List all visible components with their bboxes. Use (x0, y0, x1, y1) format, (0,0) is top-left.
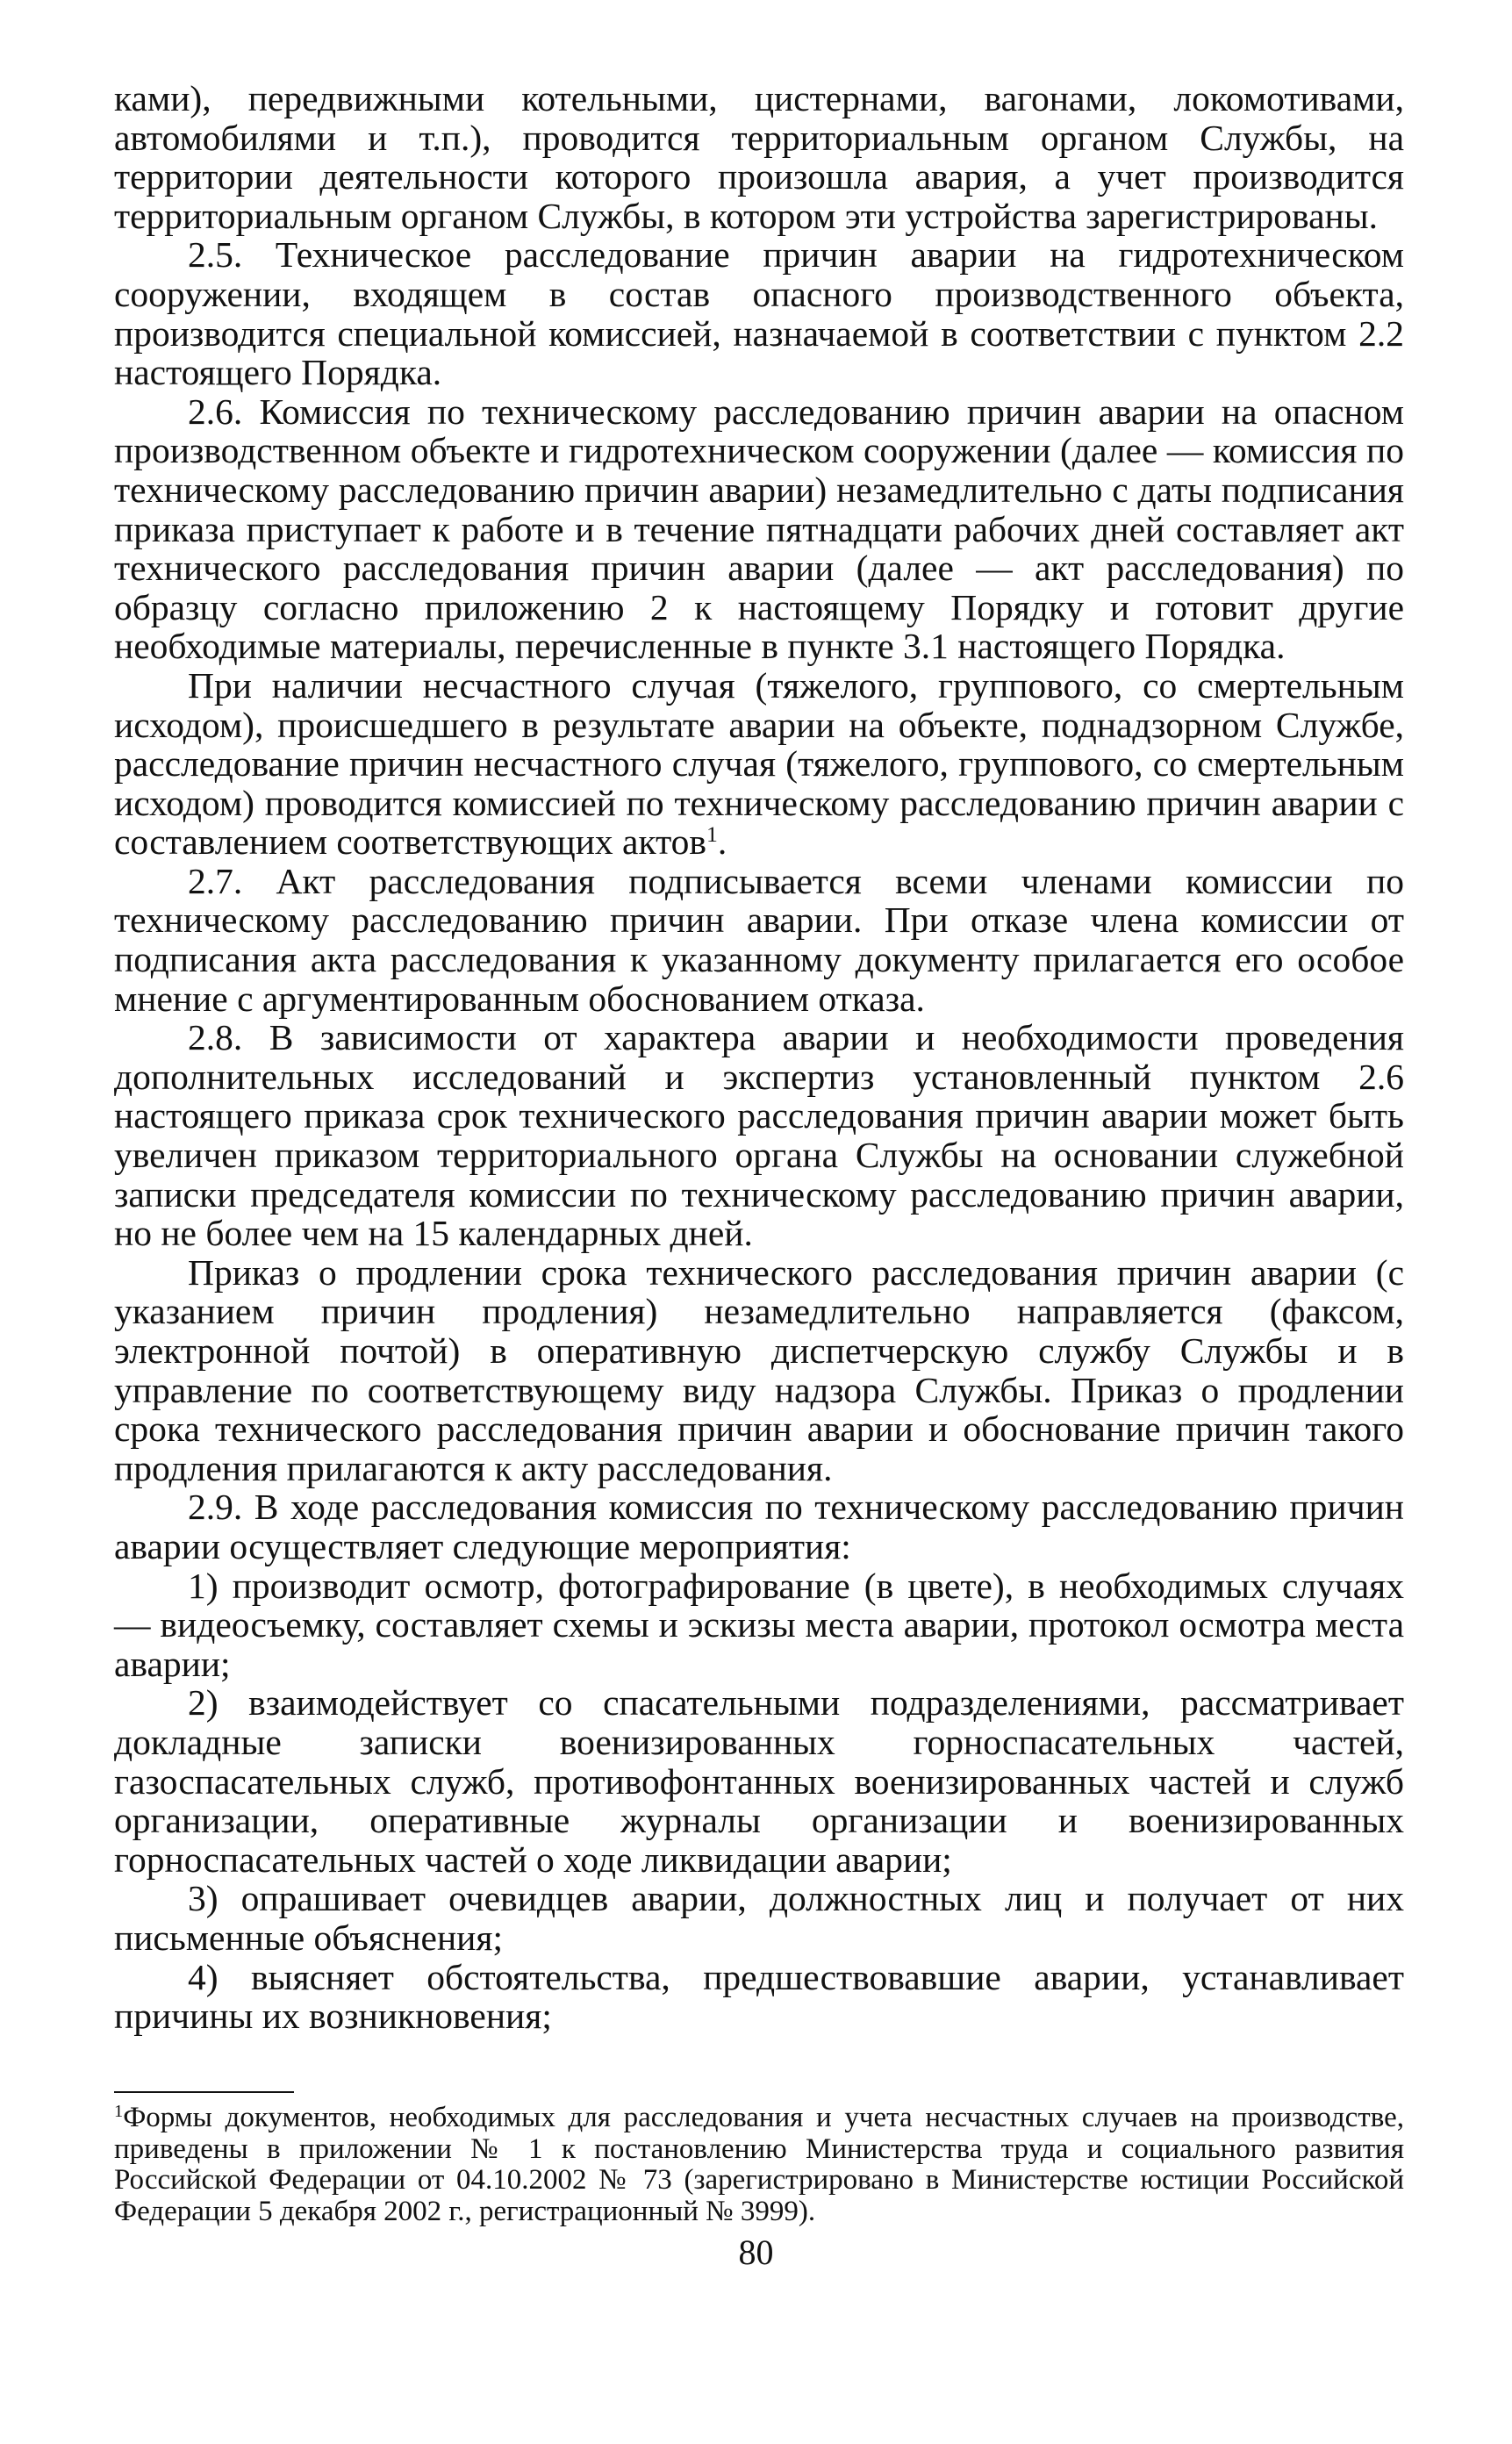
paragraph-accident-casualties (114, 666, 1404, 862)
paragraph-text: При наличии несчастного случая (тяжелого, группового, со смертельным исходом), происшедшего в результате аварии на объекте, поднадзорном Службе, расследование причин несчастного случая (тяжелого, группового, со смертельным исходом) проводится комиссией по техническому расследованию причин аварии с составлением соответствующих актов (114, 664, 1404, 863)
paragraph-2-7: 2.7. Акт расследования подписывается всеми членами комиссии по техническому расследованию причин аварии. При отказе члена комиссии от подписания акта расследования к указанному документу прилагается его особое мнение с аргументированным обоснованием отказа. (114, 860, 1404, 1019)
page-number: 80 (738, 2233, 774, 2272)
list-item-2: 2) взаимодействует со спасательными подразделениями, рассматривает докладные записки военизированных горноспасательных частей, газоспасательных служб, противофонтанных военизированных частей и служб организации, оперативные журналы организации и военизированных горноспасательных частей о ходе ликвидации аварии; (114, 1682, 1404, 1880)
paragraph-2-5: 2.5. Техническое расследование причин аварии на гидротехническом сооружении, входящем в состав опасного производственного объекта, производится специальной комиссией, назначаемой в соответствии с пунктом 2.2 настоящего Порядка. (114, 234, 1404, 393)
paragraph-2-6: 2.6. Комиссия по техническому расследованию причин аварии на опасном производственном объекте и гидротехническом сооружении (далее — комиссия по техническому расследованию причин аварии) незамедлительно с даты подписания приказа приступает к работе и в течение пятнадцати рабочих дней составляет акт технического расследования причин аварии (далее — акт расследования) по образцу согласно приложению 2 к настоящему Порядку и готовит другие необходимые материалы, перечисленные в пункте 3.1 настоящего Порядка. (114, 391, 1404, 667)
paragraph-2-9: 2.9. В ходе расследования комиссия по техническому расследованию причин аварии осуществляет следующие мероприятия: (114, 1487, 1404, 1566)
footnote-marker: 1 (114, 2101, 124, 2121)
paragraph-extension-order: Приказ о продлении срока технического расследования причин аварии (с указанием причин продления) незамедлительно направляется (факсом, электронной почтой) в оперативную диспетчерскую службу Службы и в управление по соответствующему виду надзора Службы. Приказ о продлении срока технического расследования причин аварии и обоснование причин такого продления прилагаются к акту расследования. (114, 1251, 1404, 1488)
list-item-4: 4) выясняет обстоятельства, предшествовавшие аварии, устанавливает причины их возникновения; (114, 1956, 1404, 2037)
list-item-3: 3) опрашивает очевидцев аварии, должностных лиц и получает от них письменные объяснения; (114, 1878, 1404, 1958)
footnote-divider (114, 2091, 294, 2093)
body-text (114, 79, 1404, 2036)
footnote (114, 2103, 1404, 2227)
footnote-body: Формы документов, необходимых для расследования и учета несчастных случаев на производстве, приведены в приложении № 1 к постановлению Министерства труда и социального развития Российской Федерации от 04.10.2002 № 73 (зарегистрировано в Министерстве юстиции Российской Федерации 5 декабря 2002 г., регистрационный № 3999). (114, 2102, 1404, 2227)
paragraph-tail: . (717, 821, 727, 863)
list-item-1: 1) производит осмотр, фотографирование (в цвете), в необходимых случаях — видеосъемку, составляет схемы и эскизы места аварии, протокол осмотра места аварии; (114, 1565, 1404, 1684)
footnote-text (114, 2103, 1404, 2227)
footnote-reference: 1 (706, 821, 718, 848)
paragraph-continuation: ками), передвижными котельными, цистернами, вагонами, локомотивами, автомобилями и т.п.), проводится территориальным органом Службы, на территории деятельности которого произошла авария, а учет производится территориальным органом Службы, в котором эти устройства зарегистрированы. (114, 78, 1404, 236)
paragraph-2-8: 2.8. В зависимости от характера аварии и необходимости проведения дополнительных исследований и экспертиз установленный пунктом 2.6 настоящего приказа срок технического расследования причин аварии может быть увеличен приказом территориального органа Службы на основании служебной записки председателя комиссии по техническому расследованию причин аварии, но не более чем на 15 календарных дней. (114, 1017, 1404, 1254)
